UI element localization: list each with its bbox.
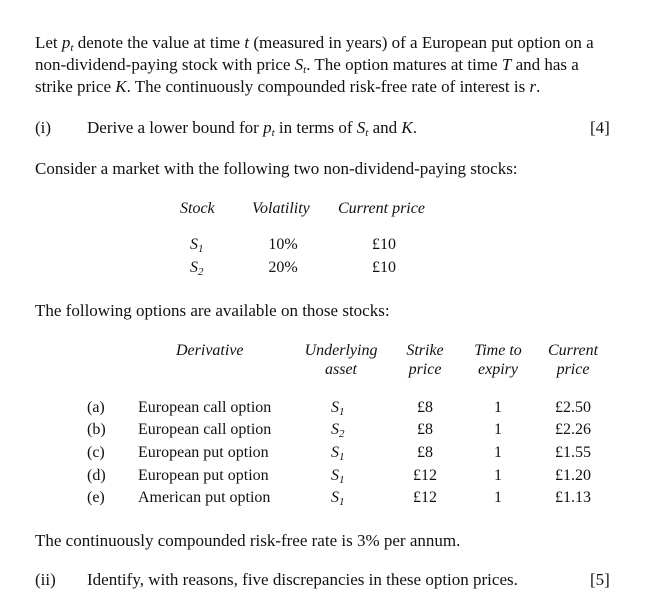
options-header-strike: Strike price — [406, 342, 444, 378]
stocks-header-stock: Stock — [180, 200, 215, 217]
option-derivative: European call option — [138, 421, 272, 438]
option-label: (b) — [87, 421, 106, 438]
stock-volatility: 10% — [268, 236, 298, 253]
question-1-text: Derive a lower bound for $p_t$ in terms of $S_t$ and K. — [87, 118, 417, 139]
stock-price: £10 — [372, 259, 396, 276]
options-header-price: Current price — [547, 342, 599, 378]
intro-line-1: Let $p_t$ denote the value at time t (measured in years) of a European put option on a — [35, 33, 594, 54]
stocks-header-volatility: Volatility — [252, 200, 310, 217]
option-strike: £12 — [413, 467, 437, 484]
option-label: (c) — [87, 444, 105, 461]
option-derivative: American put option — [138, 489, 271, 506]
option-asset: $S_2$ — [331, 421, 345, 440]
options-header-derivative: Derivative — [176, 342, 244, 359]
stocks-header-price: Current price — [338, 200, 425, 217]
option-derivative: European put option — [138, 444, 269, 461]
option-strike: £8 — [417, 421, 433, 438]
intro-line-3: strike price K. The continuously compounded risk-free rate of interest is r. — [35, 77, 541, 96]
option-strike: £8 — [417, 444, 433, 461]
option-asset: $S_1$ — [331, 489, 345, 508]
option-asset: $S_1$ — [331, 444, 345, 463]
stock-volatility: 20% — [268, 259, 298, 276]
option-label: (d) — [87, 467, 106, 484]
option-expiry: 1 — [494, 444, 502, 461]
stock-symbol: $S_2$ — [190, 259, 204, 278]
rate-statement: The continuously compounded risk-free rate is 3% per annum. — [35, 531, 461, 550]
option-derivative: European call option — [138, 399, 272, 416]
options-intro: The following options are available on those stocks: — [35, 301, 390, 320]
option-label: (a) — [87, 399, 105, 416]
option-price: £2.50 — [555, 399, 591, 416]
option-strike: £8 — [417, 399, 433, 416]
option-expiry: 1 — [494, 489, 502, 506]
option-asset: $S_1$ — [331, 467, 345, 486]
market-intro: Consider a market with the following two non-dividend-paying stocks: — [35, 159, 518, 178]
option-expiry: 1 — [494, 421, 502, 438]
question-2-label: (ii) — [35, 570, 56, 589]
option-price: £2.26 — [555, 421, 591, 438]
question-2-text: Identify, with reasons, five discrepancies in these option prices. — [87, 570, 518, 589]
option-derivative: European put option — [138, 467, 269, 484]
stock-price: £10 — [372, 236, 396, 253]
question-2-marks: [5] — [590, 570, 610, 589]
intro-line-2: non-dividend-paying stock with price $S_t$. The option matures at time T and has a — [35, 55, 579, 76]
option-price: £1.20 — [555, 467, 591, 484]
option-price: £1.13 — [555, 489, 591, 506]
option-expiry: 1 — [494, 467, 502, 484]
option-price: £1.55 — [555, 444, 591, 461]
options-header-underlying: Underlying asset — [304, 342, 378, 378]
stock-symbol: $S_1$ — [190, 236, 204, 255]
options-header-expiry: Time to expiry — [474, 342, 522, 378]
option-label: (e) — [87, 489, 105, 506]
question-1-marks: [4] — [590, 118, 610, 137]
question-1-label: (i) — [35, 118, 52, 137]
option-expiry: 1 — [494, 399, 502, 416]
option-strike: £12 — [413, 489, 437, 506]
option-asset: $S_1$ — [331, 399, 345, 418]
